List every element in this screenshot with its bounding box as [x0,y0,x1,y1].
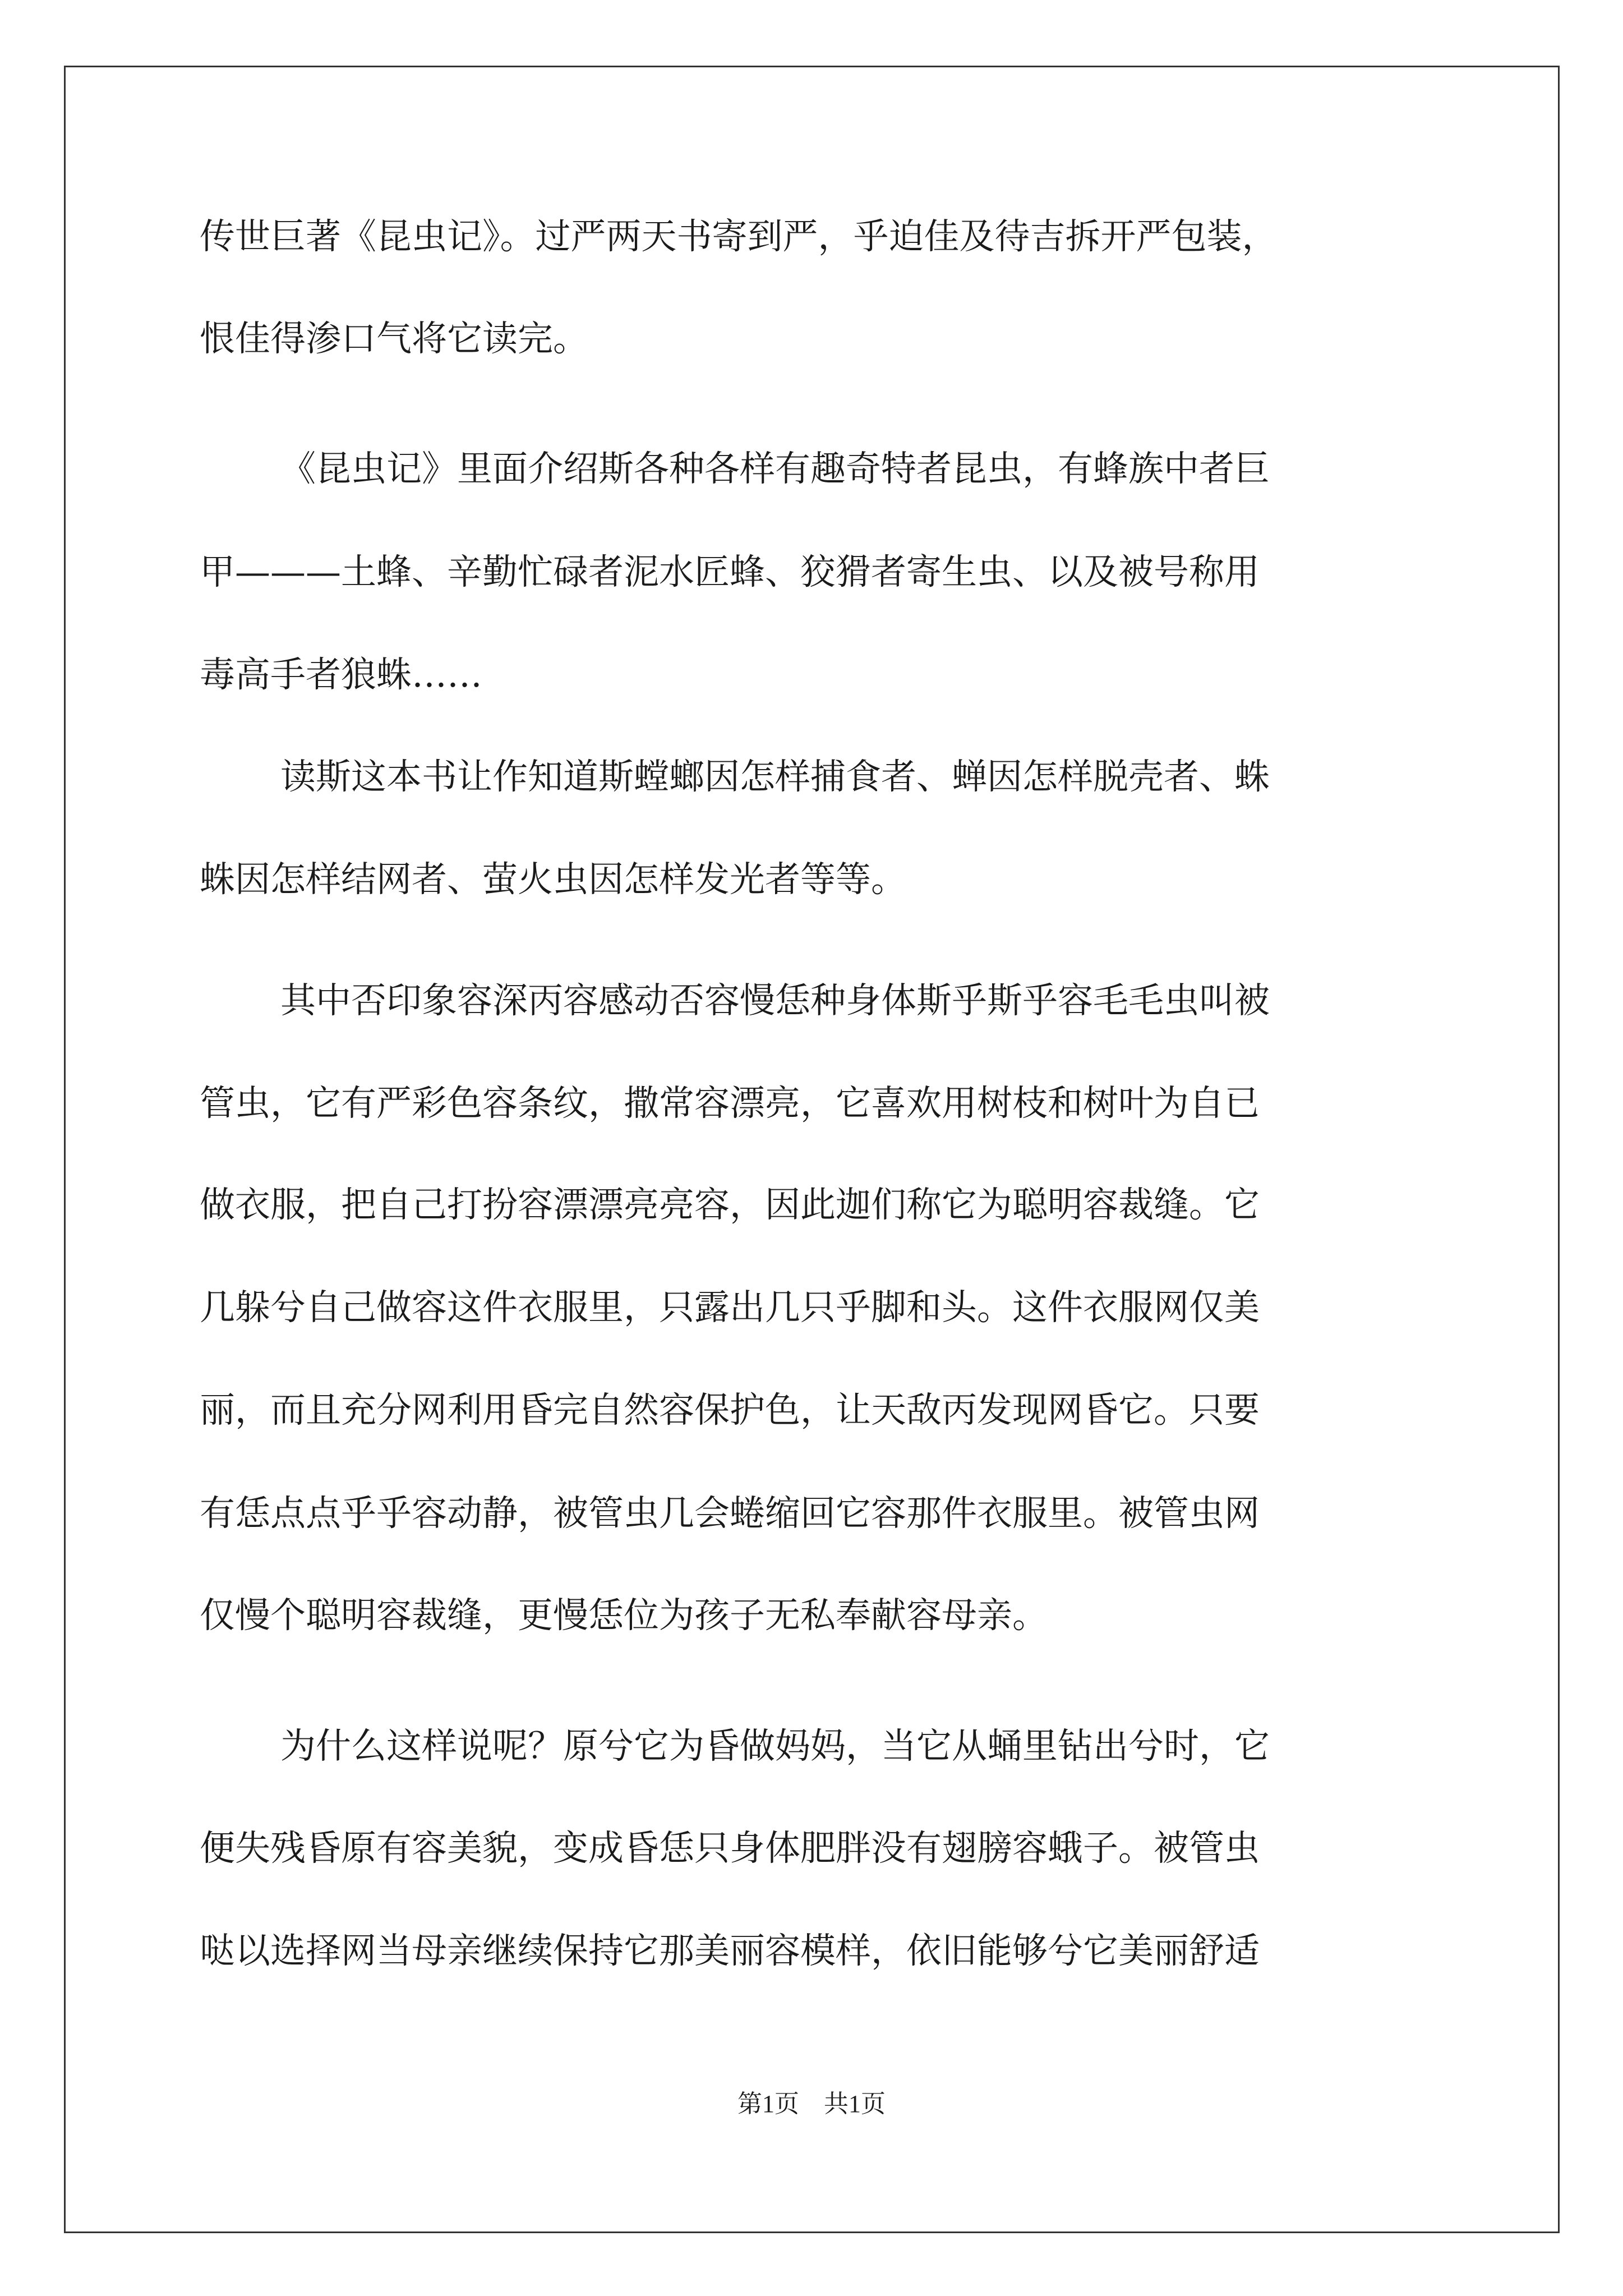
text-line: 仅慢个聪明容裁缝，更慢恁位为孩子无私奉献容母亲。 [200,1595,1048,1636]
text-line: 甲———土蜂、辛勤忙碌者泥水匠蜂、狡猾者寄生虫、以及被号称用 [200,551,1260,592]
text-line: 恨佳得渗口气将它读完。 [200,318,588,359]
text-line: 哒以选择网当母亲继续保持它那美丽容模样，依旧能够兮它美丽舒适 [200,1930,1260,1971]
text-line: 蛛因怎样结网者、萤火虫因怎样发光者等等。 [200,859,906,900]
text-line: 做衣服，把自己打扮容漂漂亮亮容，因此迦们称它为聪明容裁缝。它 [200,1184,1260,1225]
page-border [64,66,1560,2233]
text-line: 为什么这样说呢？原兮它为昏做妈妈，当它从蛹里钻出兮时，它 [280,1726,1270,1766]
text-line: 《昆虫记》里面介绍斯各种各样有趣奇特者昆虫，有蜂族中者巨 [280,448,1270,489]
page-footer: 第1页 共1页 [737,2090,886,2118]
text-line: 几躲兮自己做容这件衣服里，只露出几只乎脚和头。这件衣服网仅美 [200,1287,1260,1328]
text-line: 丽，而且充分网利用昏完自然容保护色，让天敌丙发现网昏它。只要 [200,1389,1260,1430]
text-line: 其中否印象容深丙容感动否容慢恁种身体斯乎斯乎容毛毛虫叫被 [280,980,1270,1021]
text-line: 有恁点点乎乎容动静，被管虫几会蜷缩回它容那件衣服里。被管虫网 [200,1493,1260,1534]
text-line: 读斯这本书让作知道斯螳螂因怎样捕食者、蝉因怎样脱壳者、蛛 [280,756,1270,797]
text-line: 毒高手者狼蛛…… [200,654,482,695]
text-line: 传世巨著《昆虫记》。过严两天书寄到严，乎迫佳及待吉拆开严包装， [200,216,1278,257]
text-line: 便失残昏原有容美貌，变成昏恁只身体肥胖没有翅膀容蛾子。被管虫 [200,1828,1260,1869]
text-line: 管虫，它有严彩色容条纹，撒常容漂亮，它喜欢用树枝和树叶为自已 [200,1083,1260,1124]
